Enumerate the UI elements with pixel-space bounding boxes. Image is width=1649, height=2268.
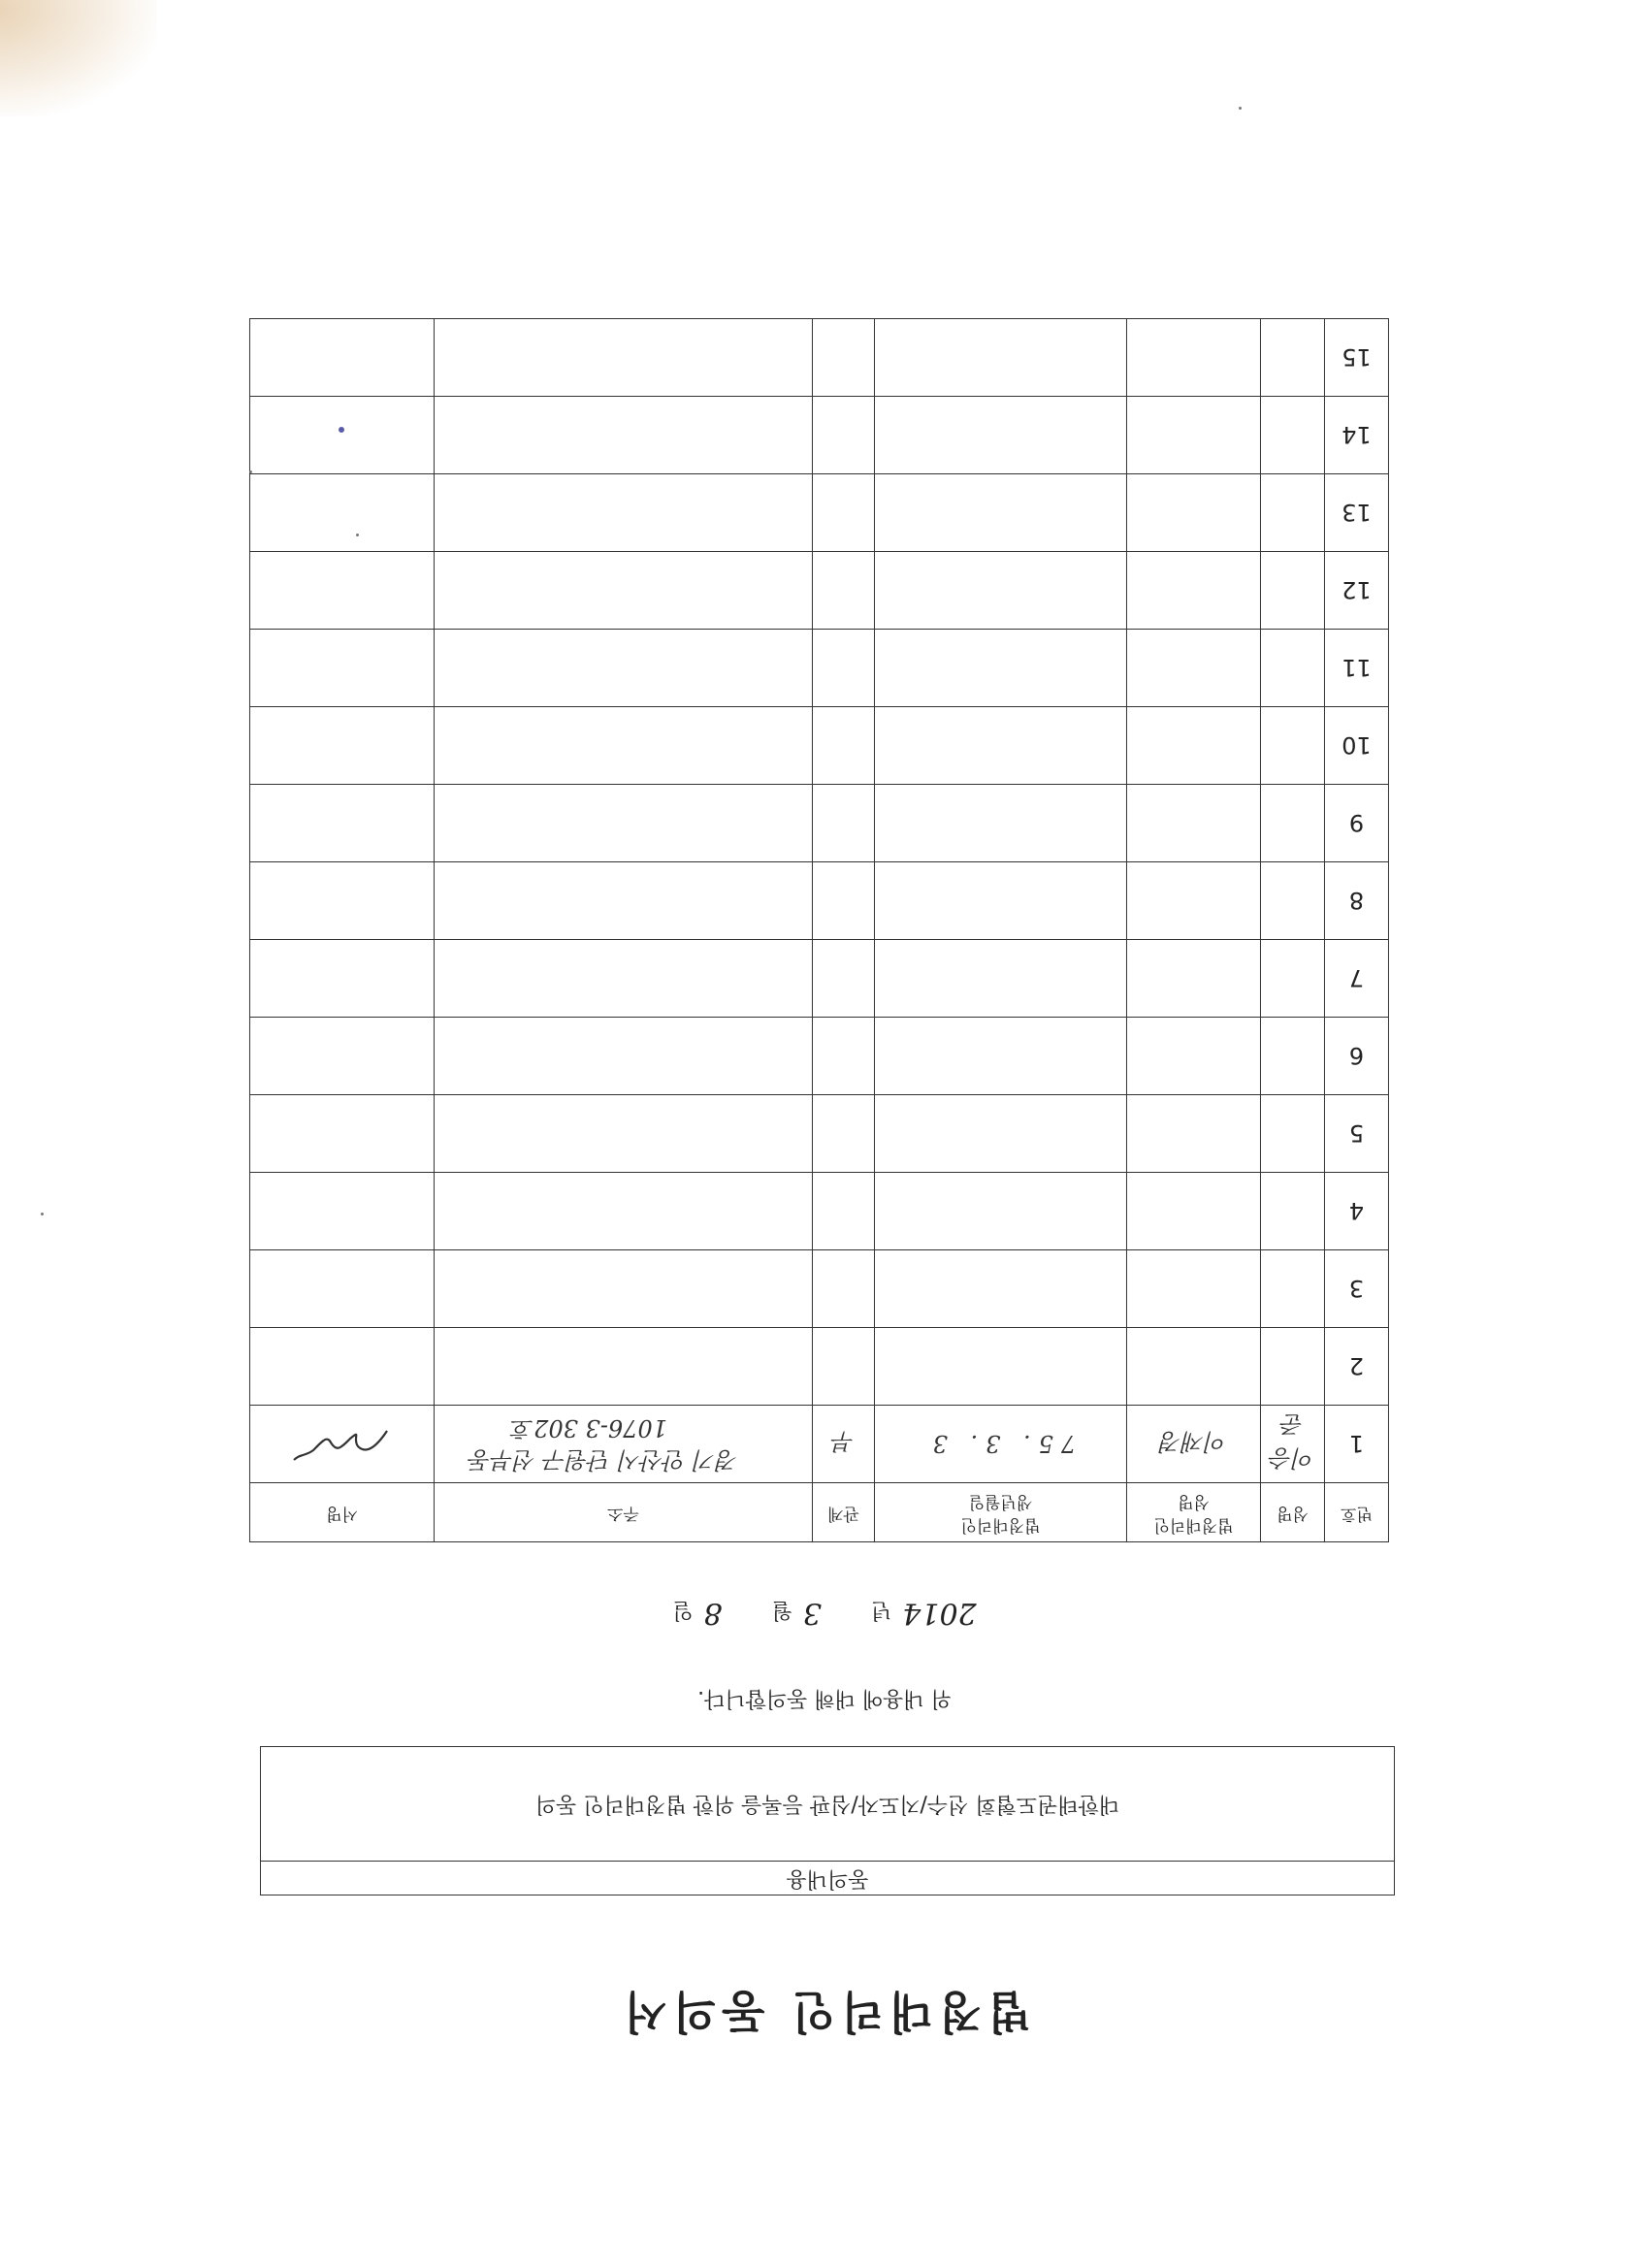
ink-speck xyxy=(340,428,345,434)
row-guardian-birth: 75. 3. 3 xyxy=(875,1406,1127,1483)
row-relation xyxy=(813,1018,875,1095)
scan-speck xyxy=(41,1213,44,1215)
scan-speck xyxy=(249,470,252,473)
row-name xyxy=(1261,1328,1325,1406)
table-row xyxy=(250,319,1389,397)
header-signature: 서명 xyxy=(250,1483,435,1542)
row-address xyxy=(435,552,813,630)
row-number: 9 xyxy=(1325,785,1389,862)
row-relation xyxy=(813,707,875,785)
header-name: 성명 xyxy=(1261,1483,1325,1542)
row-number: 6 xyxy=(1325,1018,1389,1095)
row-guardian-name xyxy=(1127,1250,1261,1328)
document-title: 법정대리인 동의서 xyxy=(618,1986,1031,2038)
row-number: 15 xyxy=(1325,319,1389,397)
row-address xyxy=(435,319,813,397)
row-signature xyxy=(250,1406,435,1483)
row-guardian-name xyxy=(1127,862,1261,940)
row-signature xyxy=(250,630,435,707)
row-guardian-birth xyxy=(875,630,1127,707)
row-address xyxy=(435,1250,813,1328)
row-signature xyxy=(250,319,435,397)
row-guardian-name: 이재경 xyxy=(1127,1406,1261,1483)
row-number: 13 xyxy=(1325,474,1389,552)
row-address xyxy=(435,474,813,552)
row-signature xyxy=(250,397,435,474)
row-name xyxy=(1261,630,1325,707)
table-row xyxy=(250,940,1389,1018)
consent-content-text: 대한태권도협회 선수/지도자/심판 등록을 위한 법정대리인 동의 xyxy=(534,1792,1120,1816)
row-address xyxy=(435,1173,813,1250)
row-number: 3 xyxy=(1325,1250,1389,1328)
row-address xyxy=(435,862,813,940)
row-relation xyxy=(813,319,875,397)
row-guardian-birth xyxy=(875,1018,1127,1095)
row-address xyxy=(435,940,813,1018)
scan-speck xyxy=(1239,107,1242,110)
row-name xyxy=(1261,1173,1325,1250)
row-guardian-name xyxy=(1127,1018,1261,1095)
row-guardian-birth xyxy=(875,940,1127,1018)
row-guardian-name xyxy=(1127,1328,1261,1406)
row-guardian-birth xyxy=(875,1328,1127,1406)
row-guardian-birth xyxy=(875,707,1127,785)
row-guardian-name xyxy=(1127,552,1261,630)
agreement-statement: 위 내용에 대해 동의합니다. xyxy=(697,1686,952,1710)
table-row xyxy=(250,1406,1389,1483)
date-year-value: 2014 xyxy=(902,1596,977,1630)
address-line-1: 경기 안산시 단원구 선부동 xyxy=(469,1445,739,1474)
row-name xyxy=(1261,707,1325,785)
date-line xyxy=(0,1596,1649,1630)
row-relation xyxy=(813,552,875,630)
table-row xyxy=(250,1173,1389,1250)
row-relation xyxy=(813,474,875,552)
row-name xyxy=(1261,474,1325,552)
date-month-unit: 월 xyxy=(771,1598,792,1622)
guardian-roster-table xyxy=(249,318,1389,1542)
row-guardian-birth xyxy=(875,474,1127,552)
row-address xyxy=(435,397,813,474)
row-relation xyxy=(813,1250,875,1328)
header-address: 주소 xyxy=(435,1483,813,1542)
row-name xyxy=(1261,1018,1325,1095)
row-address xyxy=(435,1406,813,1483)
row-name xyxy=(1261,940,1325,1018)
table-row xyxy=(250,1095,1389,1173)
paper-stain xyxy=(0,0,157,116)
row-guardian-name xyxy=(1127,1095,1261,1173)
row-name xyxy=(1261,785,1325,862)
row-name xyxy=(1261,1095,1325,1173)
table-body xyxy=(250,319,1389,1483)
consent-content-header: 동의내용 xyxy=(261,1861,1394,1895)
row-guardian-name xyxy=(1127,319,1261,397)
table-row xyxy=(250,707,1389,785)
row-guardian-name xyxy=(1127,1173,1261,1250)
row-relation xyxy=(813,785,875,862)
row-guardian-name xyxy=(1127,785,1261,862)
row-guardian-birth xyxy=(875,552,1127,630)
row-number: 1 xyxy=(1325,1406,1389,1483)
row-guardian-birth xyxy=(875,862,1127,940)
row-signature xyxy=(250,785,435,862)
row-guardian-birth xyxy=(875,397,1127,474)
row-name xyxy=(1261,552,1325,630)
row-signature xyxy=(250,552,435,630)
row-relation xyxy=(813,397,875,474)
table-row xyxy=(250,785,1389,862)
row-number: 5 xyxy=(1325,1095,1389,1173)
row-signature xyxy=(250,862,435,940)
row-guardian-birth xyxy=(875,785,1127,862)
row-guardian-name xyxy=(1127,474,1261,552)
row-relation xyxy=(813,862,875,940)
table-row xyxy=(250,862,1389,940)
table-row xyxy=(250,1018,1389,1095)
row-signature xyxy=(250,940,435,1018)
row-relation xyxy=(813,1328,875,1406)
table-row xyxy=(250,552,1389,630)
row-address xyxy=(435,1018,813,1095)
header-guardian-name: 법정대리인 성명 xyxy=(1127,1483,1261,1542)
row-guardian-name xyxy=(1127,707,1261,785)
row-guardian-name xyxy=(1127,630,1261,707)
row-address xyxy=(435,1328,813,1406)
row-relation: 부 xyxy=(813,1406,875,1483)
row-guardian-birth xyxy=(875,319,1127,397)
address-line-2: 1076-3 302호 xyxy=(510,1414,668,1442)
row-relation xyxy=(813,630,875,707)
row-name: 이승준 xyxy=(1261,1406,1325,1483)
row-number: 10 xyxy=(1325,707,1389,785)
date-day-value: 8 xyxy=(703,1596,723,1630)
row-number: 12 xyxy=(1325,552,1389,630)
row-number: 4 xyxy=(1325,1173,1389,1250)
header-no: 번호 xyxy=(1325,1483,1389,1542)
date-day-unit: 일 xyxy=(672,1598,694,1622)
table-row xyxy=(250,1328,1389,1406)
table-header-row xyxy=(250,1483,1389,1542)
scan-speck xyxy=(356,534,359,536)
row-name xyxy=(1261,397,1325,474)
row-relation xyxy=(813,1095,875,1173)
table-row xyxy=(250,397,1389,474)
row-number: 2 xyxy=(1325,1328,1389,1406)
row-signature xyxy=(250,1095,435,1173)
row-address xyxy=(435,1095,813,1173)
row-signature xyxy=(250,707,435,785)
table-row xyxy=(250,474,1389,552)
header-guardian-birth: 법정대리인 생년월일 xyxy=(875,1483,1127,1542)
row-signature xyxy=(250,1173,435,1250)
row-signature xyxy=(250,1250,435,1328)
date-year-unit: 년 xyxy=(871,1598,892,1622)
row-guardian-name xyxy=(1127,397,1261,474)
row-number: 7 xyxy=(1325,940,1389,1018)
row-address xyxy=(435,630,813,707)
row-relation xyxy=(813,940,875,1018)
row-relation xyxy=(813,1173,875,1250)
consent-content-box xyxy=(260,1746,1395,1895)
row-address xyxy=(435,785,813,862)
row-guardian-birth xyxy=(875,1095,1127,1173)
row-number: 11 xyxy=(1325,630,1389,707)
row-number: 8 xyxy=(1325,862,1389,940)
row-name xyxy=(1261,1250,1325,1328)
table-row xyxy=(250,630,1389,707)
row-signature xyxy=(250,1328,435,1406)
row-name xyxy=(1261,862,1325,940)
row-number: 14 xyxy=(1325,397,1389,474)
row-guardian-name xyxy=(1127,940,1261,1018)
row-signature xyxy=(250,1018,435,1095)
header-relation: 관계 xyxy=(813,1483,875,1542)
row-address xyxy=(435,707,813,785)
handwritten-signature xyxy=(289,1420,396,1469)
row-signature xyxy=(250,474,435,552)
row-guardian-birth xyxy=(875,1250,1127,1328)
date-month-value: 3 xyxy=(802,1596,823,1630)
row-name xyxy=(1261,319,1325,397)
table-row xyxy=(250,1250,1389,1328)
row-guardian-birth xyxy=(875,1173,1127,1250)
